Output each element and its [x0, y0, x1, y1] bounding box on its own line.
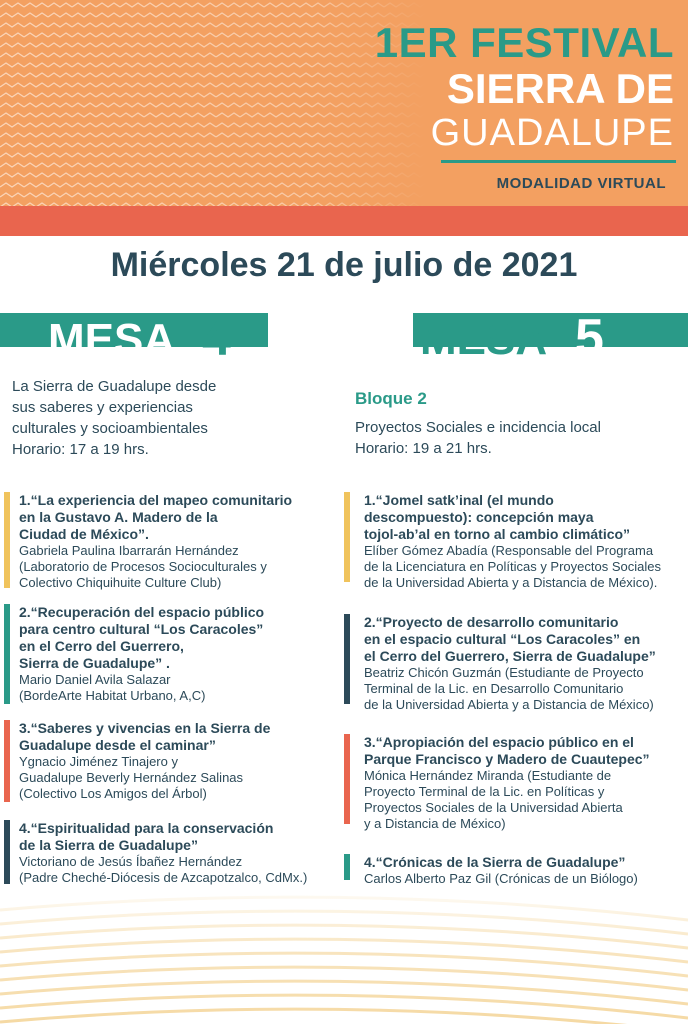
mesa4-subtitle-line: La Sierra de Guadalupe desde [12, 378, 217, 395]
mesa4-item-2 [19, 604, 264, 704]
item-detail: de la Universidad Abierta y a Distancia de México) [364, 697, 654, 712]
mesa4-subtitle-line: sus saberes y experiencias [12, 399, 193, 416]
mesa5-subtitle-line: Proyectos Sociales e incidencia local [355, 419, 601, 436]
footer-pattern [0, 880, 688, 1024]
mesa4-item-4 [19, 820, 307, 886]
item-detail: (Laboratorio de Procesos Socioculturales y [19, 559, 267, 574]
item-title: Ciudad de México”. [19, 526, 149, 542]
item-title: tojol-ab’al en torno al cambio climático” [364, 526, 631, 542]
item-title: Guadalupe desde el caminar” [19, 737, 216, 753]
item-title: en el Cerro del Guerrero, [19, 638, 184, 654]
footer-lines [0, 880, 688, 1024]
event-date: Miércoles 21 de julio de 2021 [110, 246, 578, 284]
item-title: Parque Francisco y Madero de Cuautepec” [364, 751, 650, 767]
header-banner [0, 0, 688, 206]
item-accent-bar [4, 720, 10, 802]
item-detail: Colectivo Chiquihuite Culture Club) [19, 575, 222, 590]
item-title: 3.“Saberes y vivencias en la Sierra de [19, 720, 271, 736]
item-title: 2.“Proyecto de desarrollo comunitario [364, 614, 619, 630]
mesa4-word: MESA [48, 315, 176, 364]
festival-title-line2: SIERRA DE [446, 65, 674, 112]
mesa4-horario: Horario: 17 a 19 hrs. [12, 441, 149, 458]
item-detail: Guadalupe Beverly Hernández Salinas [19, 770, 244, 785]
item-title: 1.“La experiencia del mapeo comunitario [19, 492, 293, 508]
item-detail: Victoriano de Jesús Íbañez Hernández [19, 854, 243, 869]
item-detail: de la Universidad Abierta y a Distancia de México). [364, 575, 658, 590]
item-title: 4.“Crónicas de la Sierra de Guadalupe” [364, 854, 626, 870]
item-detail: Mario Daniel Avila Salazar [19, 672, 171, 687]
mesa5-item-1 [364, 492, 661, 591]
item-detail: Gabriela Paulina Ibarrarán Hernández [19, 543, 239, 558]
mesa5-bloque: Bloque 2 [355, 389, 427, 408]
festival-title-line3: GUADALUPE [430, 112, 674, 154]
mesa5-number: 5 [575, 309, 604, 367]
item-title: para centro cultural “Los Caracoles” [19, 621, 264, 637]
item-detail: Elíber Gómez Abadía (Responsable del Programa [364, 543, 654, 558]
item-title: 2.“Recuperación del espacio público [19, 604, 265, 620]
mesa4-item-1 [19, 492, 292, 591]
item-title: 3.“Apropiación del espacio público en el [364, 734, 634, 750]
item-accent-bar [344, 854, 350, 880]
item-title: el Cerro del Guerrero, Sierra de Guadalupe” [364, 648, 656, 664]
item-accent-bar [344, 614, 350, 704]
item-accent-bar [4, 492, 10, 588]
item-detail: Carlos Alberto Paz Gil (Crónicas de un Biólogo) [364, 871, 638, 886]
mesa5-item-2 [364, 614, 656, 713]
item-detail: Proyecto Terminal de la Lic. en Políticas y [364, 784, 605, 799]
mesa4-item-3 [19, 720, 270, 802]
mesa4-subtitle-line: culturales y socioambientales [12, 420, 208, 437]
item-detail: y a Distancia de México) [364, 816, 506, 831]
red-band [0, 206, 688, 236]
item-detail: Ygnacio Jiménez Tinajero y [19, 754, 178, 769]
mesa4-subtitle [12, 376, 216, 460]
mesa5-horario: Horario: 19 a 21 hrs. [355, 440, 492, 457]
item-detail: (BordeArte Habitat Urbano, A,C) [19, 688, 206, 703]
item-accent-bar [4, 604, 10, 704]
item-title: 1.“Jomel satk’inal (el mundo [364, 492, 554, 508]
item-detail: Terminal de la Lic. en Desarrollo Comunitario [364, 681, 624, 696]
item-accent-bar [344, 734, 350, 824]
mesa5-item-3 [364, 734, 650, 832]
item-accent-bar [4, 820, 10, 884]
item-detail: Beatriz Chicón Guzmán (Estudiante de Proyecto [364, 665, 644, 680]
item-title: de la Sierra de Guadalupe” [19, 837, 198, 853]
item-detail: Proyectos Sociales de la Universidad Abierta [364, 800, 623, 815]
festival-title-line1: 1ER FESTIVAL [374, 19, 674, 66]
item-title: en el espacio cultural “Los Caracoles” en [364, 631, 641, 647]
item-detail: de la Licenciatura en Políticas y Proyectos Sociales [364, 559, 661, 574]
item-detail: Mónica Hernández Miranda (Estudiante de [364, 768, 612, 783]
item-detail: (Colectivo Los Amigos del Árbol) [19, 786, 207, 801]
mesa5-word: MESA [420, 315, 548, 364]
title-divider [441, 160, 676, 163]
item-detail: (Padre Cheché-Diócesis de Azcapotzalco, CdMx.) [19, 870, 308, 885]
item-title: descompuesto): concepción maya [364, 509, 594, 525]
mesa4-number: 4 [202, 309, 231, 367]
mesa5-subtitle [355, 388, 601, 459]
item-accent-bar [344, 492, 350, 582]
item-title: en la Gustavo A. Madero de la [19, 509, 218, 525]
modalidad-label: MODALIDAD VIRTUAL [496, 175, 666, 192]
item-title: Sierra de Guadalupe” . [19, 655, 170, 671]
item-title: 4.“Espiritualidad para la conservación [19, 820, 274, 836]
